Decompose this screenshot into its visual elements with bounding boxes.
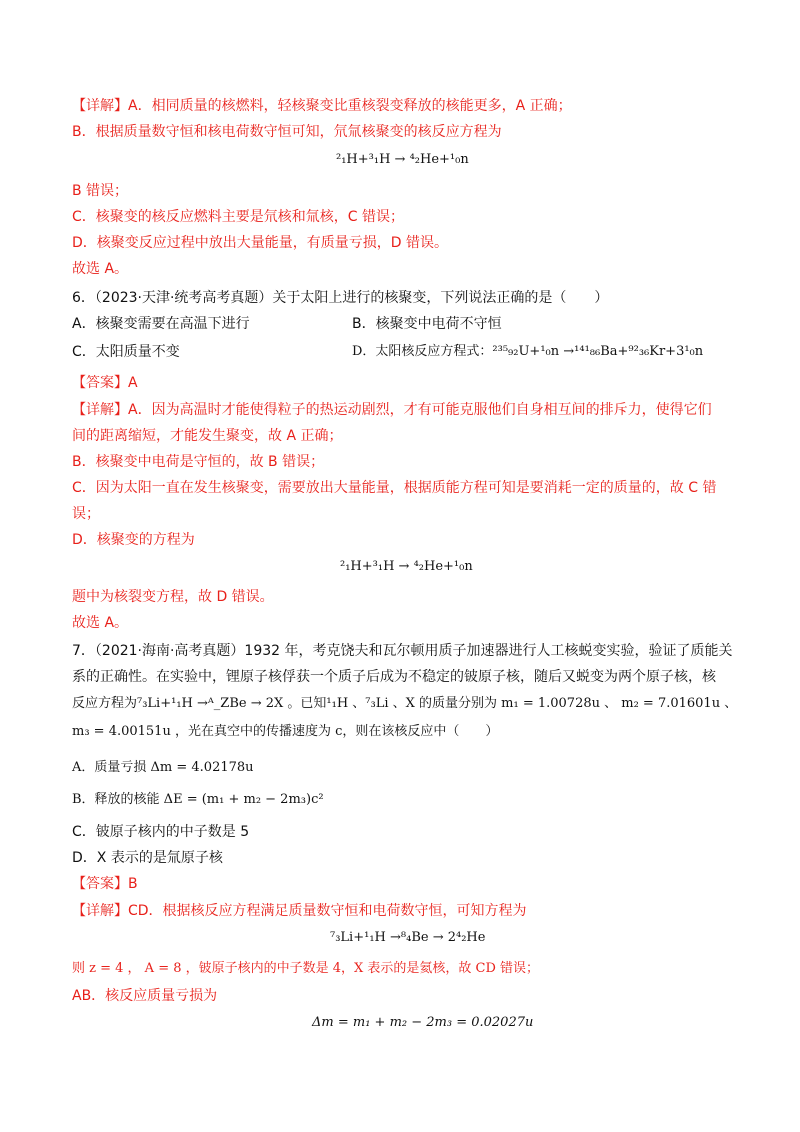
explanation-line: B 错误； — [72, 183, 129, 199]
nuclear-equation: ⁷₃Li+¹₁H →⁸₄Be → 2⁴₂He — [330, 930, 486, 945]
option-b: B．释放的核能 ΔE = (m₁ + m₂ − 2m₃)c² — [72, 792, 324, 807]
explanation-line: 则 z = 4 ， A = 8 ，铍原子核内的中子数是 4，X 表示的是氦核，故 CD 错误； — [72, 961, 540, 976]
mass-defect-equation: Δm = m₁ + m₂ − 2m₃ = 0.02027u — [312, 1015, 534, 1030]
option-d: D．太阳核反应方程式：²³⁵₉₂U+¹₀n →¹⁴¹₈₆Ba+⁹²₃₆Kr+3¹₀n — [352, 344, 704, 359]
nuclear-equation: ²₁H+³₁H → ⁴₂He+¹₀n — [336, 152, 469, 167]
explanation-line: 故选 A。 — [72, 261, 129, 277]
question-stem: 6．（2023·天津·统考高考真题）关于太阳上进行的核聚变，下列说法正确的是（ ） — [72, 290, 609, 306]
explanation-line: AB．核反应质量亏损为 — [72, 988, 218, 1004]
explanation-line: 【详解】A．相同质量的核燃料，轻核聚变比重核裂变释放的核能更多，A 正确； — [72, 98, 572, 114]
explanation-line: 【详解】A．因为高温时才能使得粒子的热运动剧烈，才有可能克服他们自身相互间的排斥力，使得它们 — [72, 402, 712, 418]
explanation-line: C．核聚变的核反应燃料主要是氘核和氚核，C 错误； — [72, 209, 404, 225]
explanation-line: 【详解】CD．根据核反应方程满足质量数守恒和电荷数守恒，可知方程为 — [72, 903, 527, 919]
option-a: A．质量亏损 Δm = 4.02178u — [72, 760, 254, 775]
explanation-line: 题中为核裂变方程，故 D 错误。 — [72, 589, 274, 605]
question-stem: 7．（2021·海南·高考真题）1932 年，考克饶夫和瓦尔顿用质子加速器进行人工核蜕变实验，验证了质能关 — [72, 643, 733, 659]
explanation-line: B．核聚变中电荷是守恒的，故 B 错误； — [72, 454, 325, 470]
explanation-line: B．根据质量数守恒和核电荷数守恒可知，氘氚核聚变的核反应方程为 — [72, 124, 502, 140]
option-c: C．太阳质量不变 — [72, 344, 180, 360]
question-stem: 反应方程为⁷₃Li+¹₁H →ᴬ_ZBe → 2X 。已知¹₁H 、⁷₃Li 、X 的质量分别为 m₁ = 1.00728u 、 m₂ = 7.01601u 、 — [72, 696, 738, 711]
question-stem: 系的正确性。在实验中，锂原子核俘获一个质子后成为不稳定的铍原子核，随后又蜕变为两个原子核，核 — [72, 669, 716, 685]
option-d: D．X 表示的是氚原子核 — [72, 850, 223, 866]
option-a: A．核聚变需要在高温下进行 — [72, 316, 250, 332]
answer-label: 【答案】A — [72, 375, 138, 391]
explanation-line: 间的距离缩短，才能发生聚变，故 A 正确； — [72, 428, 343, 444]
answer-label: 【答案】B — [72, 876, 138, 892]
question-stem: m₃ = 4.00151u ，光在真空中的传播速度为 c，则在该核反应中（ ） — [72, 724, 499, 739]
explanation-line: D．核聚变反应过程中放出大量能量，有质量亏损，D 错误。 — [72, 235, 449, 251]
explanation-line: D．核聚变的方程为 — [72, 532, 195, 548]
explanation-line: 误； — [72, 506, 100, 522]
explanation-line: 故选 A。 — [72, 615, 129, 631]
nuclear-equation: ²₁H+³₁H → ⁴₂He+¹₀n — [340, 559, 473, 574]
option-b: B．核聚变中电荷不守恒 — [352, 316, 502, 332]
option-c: C．铍原子核内的中子数是 5 — [72, 824, 250, 840]
explanation-line: C．因为太阳一直在发生核聚变，需要放出大量能量，根据质能方程可知是要消耗一定的质量的，故 C 错 — [72, 480, 717, 496]
